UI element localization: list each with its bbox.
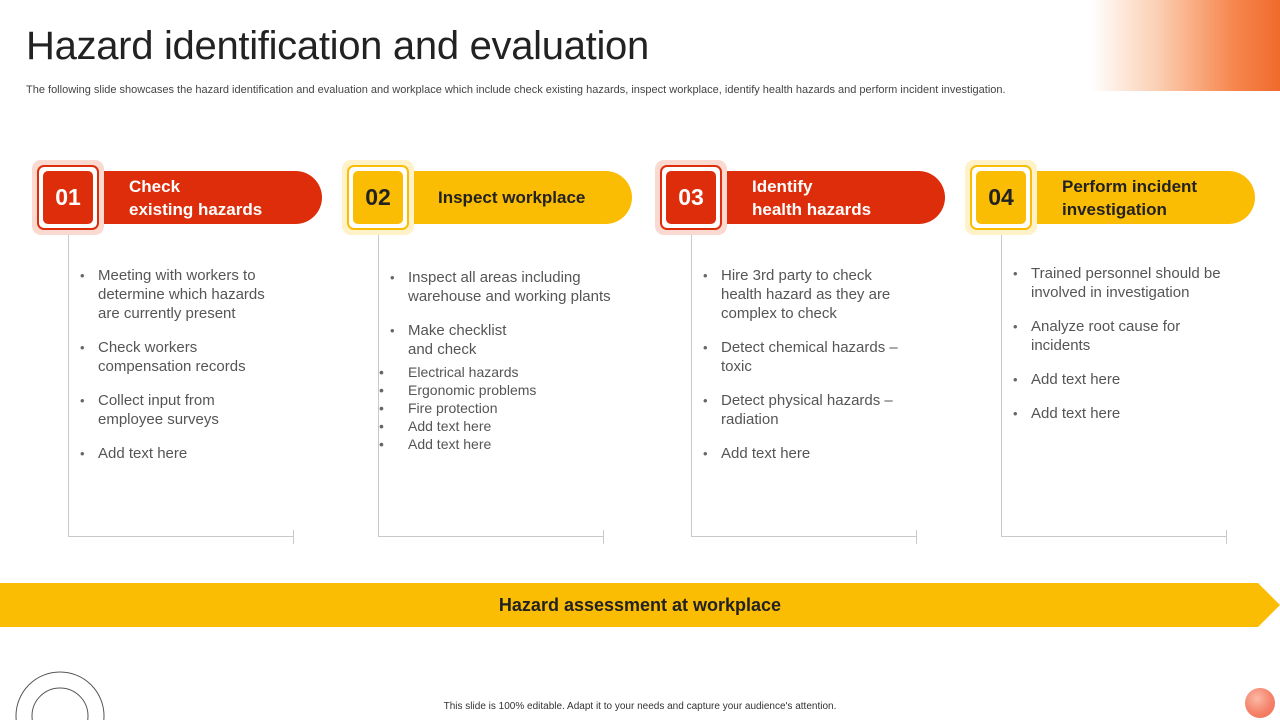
sub-list-item: • Electrical hazards — [408, 363, 536, 381]
step-number: 03 — [666, 171, 716, 224]
assessment-banner — [0, 583, 1280, 627]
hazard-card-inspect-workplace — [342, 160, 642, 550]
bullet-list — [387, 268, 627, 359]
list-item: • Add text here — [77, 444, 277, 463]
list-item: • Add text here — [1010, 404, 1240, 423]
decorative-circles — [14, 670, 106, 720]
list-item: • Add text here — [700, 444, 900, 463]
baseline-tick — [916, 530, 917, 544]
connector-line — [68, 235, 69, 536]
step-number: 01 — [43, 171, 93, 224]
list-item: • Check workers compensation records — [77, 338, 277, 376]
page-subtitle: The following slide showcases the hazard identification and evaluation and workplace which include check existing hazards, inspect workplace, identify health hazards and perform incident investigation. — [26, 84, 1006, 96]
baseline — [691, 536, 916, 537]
step-badge — [32, 160, 104, 235]
list-item: • Hire 3rd party to check health hazard as they are complex to check — [700, 266, 900, 323]
step-badge — [342, 160, 414, 235]
bullet-list — [77, 266, 277, 478]
step-badge — [965, 160, 1037, 235]
hazard-card-incident-investigation — [965, 160, 1265, 550]
baseline — [1001, 536, 1226, 537]
list-item: • Detect physical hazards – radiation — [700, 391, 906, 429]
sub-list-item: • Add text here — [408, 417, 536, 435]
baseline — [378, 536, 603, 537]
connector-line — [691, 235, 692, 536]
sub-list-item: • Fire protection — [408, 399, 536, 417]
step-number: 02 — [353, 171, 403, 224]
baseline-tick — [1226, 530, 1227, 544]
step-number: 04 — [976, 171, 1026, 224]
banner-label: Hazard assessment at workplace — [498, 594, 782, 615]
card-header-label: Identify health hazards — [752, 176, 872, 219]
list-item: • Inspect all areas including warehouse and working plants — [387, 268, 627, 306]
baseline — [68, 536, 293, 537]
sub-list-item: • Add text here — [408, 435, 536, 453]
hazard-card-check-existing — [32, 160, 332, 550]
baseline-tick — [603, 530, 604, 544]
hazard-card-identify-health — [655, 160, 955, 550]
card-header-label: Perform incident investigation — [1062, 176, 1198, 219]
list-item: • Make checklist and check — [387, 321, 518, 359]
list-item: • Analyze root cause for incidents — [1010, 317, 1181, 355]
list-item: • Add text here — [1010, 370, 1240, 389]
corner-gradient-decoration — [1090, 0, 1280, 91]
connector-line — [1001, 235, 1002, 536]
footer-note: This slide is 100% editable. Adapt it to your needs and capture your audience's attention. — [443, 701, 837, 712]
sub-bullet-list — [408, 363, 536, 453]
bullet-list — [1010, 264, 1240, 438]
page-title: Hazard identification and evaluation — [26, 24, 649, 68]
list-item: • Meeting with workers to determine which hazards are currently present — [77, 266, 277, 323]
decorative-dot — [1245, 688, 1275, 718]
bullet-list — [700, 266, 900, 478]
list-item: • Collect input from employee surveys — [77, 391, 277, 429]
list-item: • Trained personnel should be involved in investigation — [1010, 264, 1240, 302]
list-item: • Detect chemical hazards – toxic — [700, 338, 906, 376]
card-header-label: Check existing hazards — [129, 176, 263, 219]
card-header-label: Inspect workplace — [438, 188, 586, 207]
step-badge — [655, 160, 727, 235]
sub-list-item: • Ergonomic problems — [408, 381, 536, 399]
baseline-tick — [293, 530, 294, 544]
